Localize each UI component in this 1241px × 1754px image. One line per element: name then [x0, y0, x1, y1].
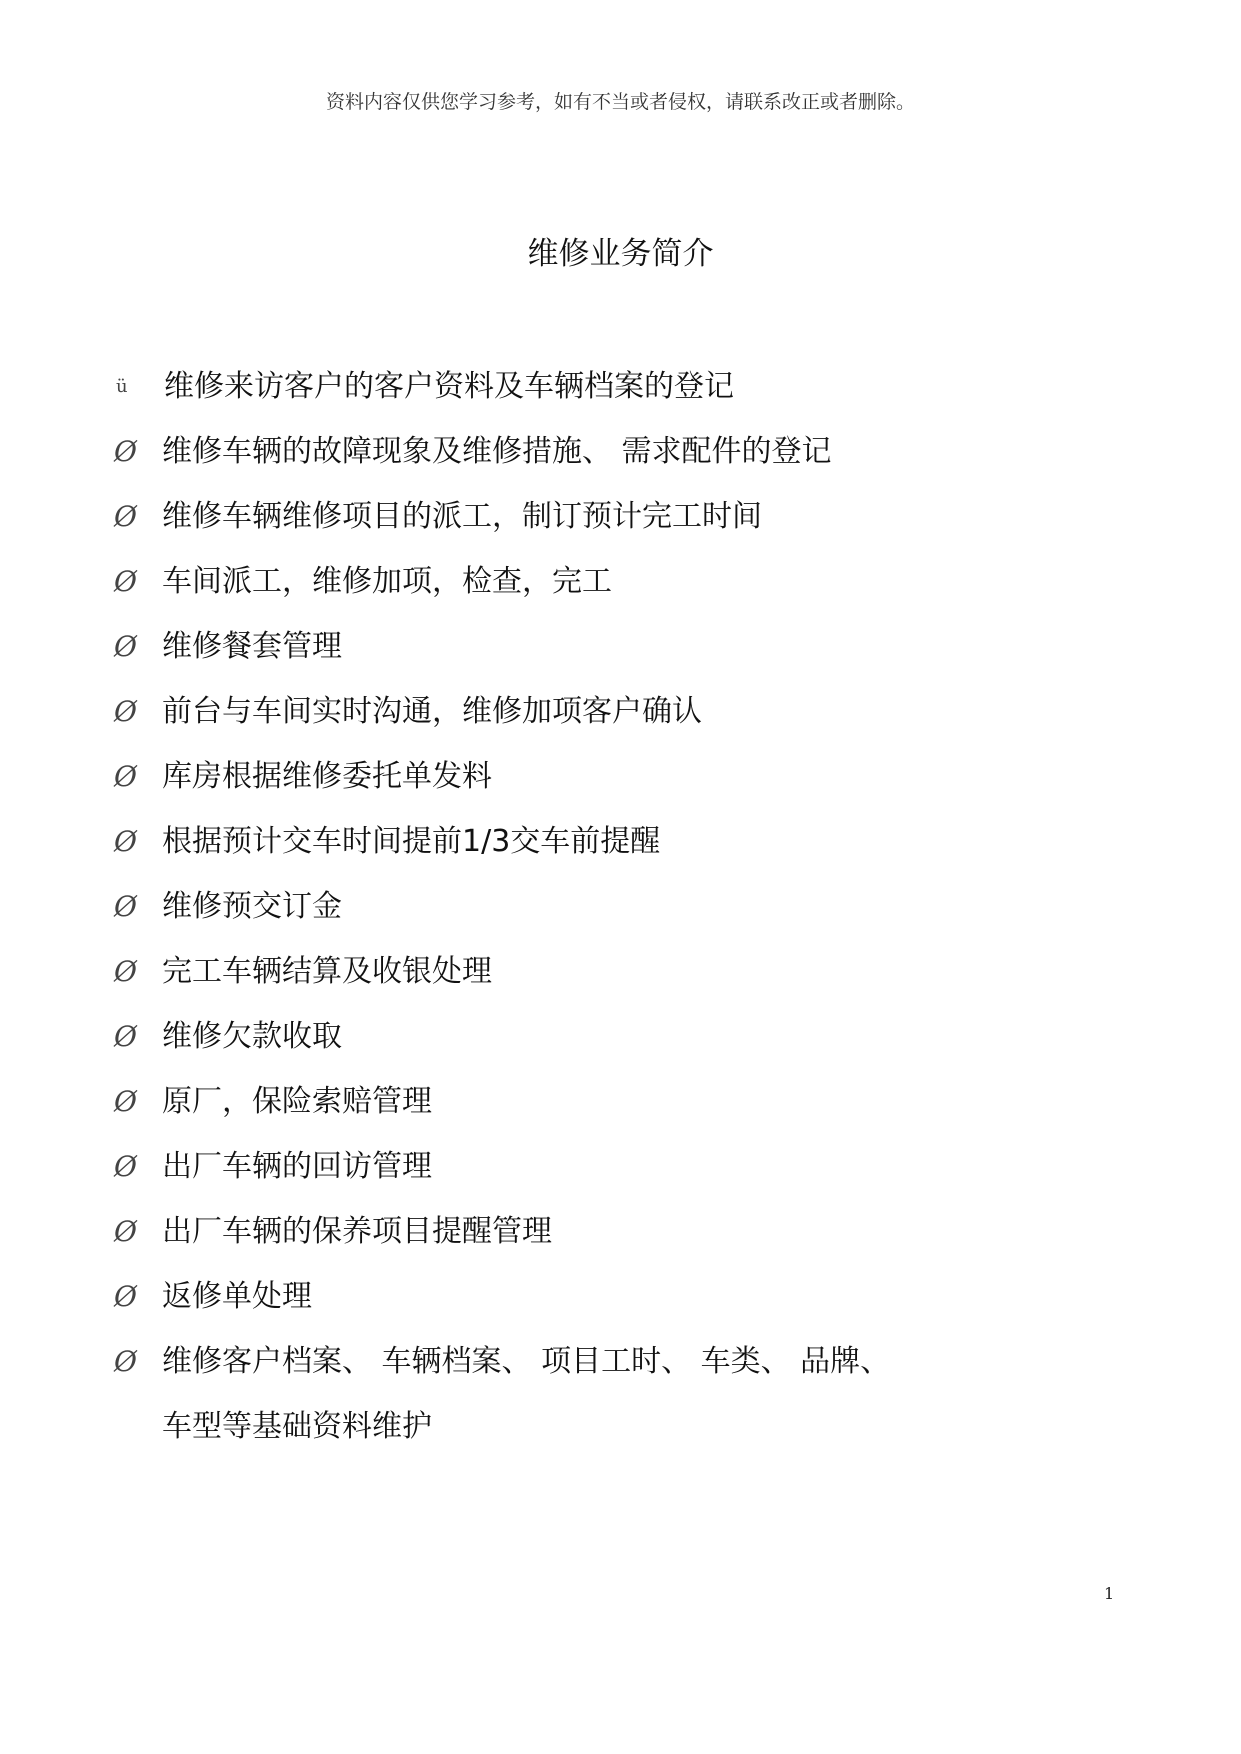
list-item [114, 1264, 1124, 1329]
list-item [114, 1069, 1124, 1134]
list-item-text: 维修预交订金 [162, 888, 342, 924]
list-item-text: 原厂，保险索赔管理 [162, 1083, 432, 1119]
header-disclaimer: 资料内容仅供您学习参考，如有不当或者侵权，请联系改正或者删除。 [325, 91, 915, 113]
list-item-text: 根据预计交车时间提前1/3交车前提醒 [162, 823, 661, 859]
arrow-bullet-icon: Ø [114, 1149, 137, 1183]
list-item-text: 维修客户档案、 车辆档案、 项目工时、 车类、 品牌、 [162, 1343, 891, 1379]
list-item [114, 809, 1124, 874]
arrow-bullet-icon: Ø [114, 694, 137, 728]
list-item [114, 1004, 1124, 1069]
list-item [114, 1329, 1124, 1394]
list-item [114, 744, 1124, 809]
arrow-bullet-icon: Ø [114, 759, 137, 793]
arrow-bullet-icon: Ø [114, 824, 137, 858]
list-item [114, 1199, 1124, 1264]
business-feature-list [114, 354, 1124, 1459]
arrow-bullet-icon: Ø [114, 1019, 137, 1053]
arrow-bullet-icon: Ø [114, 1214, 137, 1248]
list-item-text: 返修单处理 [162, 1278, 312, 1314]
arrow-bullet-icon: Ø [114, 499, 137, 533]
list-item-continuation-text: 车型等基础资料维护 [162, 1408, 432, 1444]
page-number: 1 [1104, 1584, 1115, 1603]
list-item-text: 出厂车辆的保养项目提醒管理 [162, 1213, 552, 1249]
list-item-text: 出厂车辆的回访管理 [162, 1148, 432, 1184]
list-item [114, 484, 1124, 549]
arrow-bullet-icon: Ø [114, 954, 137, 988]
arrow-bullet-icon: Ø [114, 1279, 137, 1313]
list-item-text: 前台与车间实时沟通，维修加项客户确认 [162, 693, 702, 729]
arrow-bullet-icon: Ø [114, 1084, 137, 1118]
list-item [114, 614, 1124, 679]
list-item-text: 维修来访客户的客户资料及车辆档案的登记 [164, 368, 734, 404]
arrow-bullet-icon: Ø [114, 434, 137, 468]
list-item-text: 维修欠款收取 [162, 1018, 342, 1054]
list-item [114, 549, 1124, 614]
document-title: 维修业务简介 [527, 236, 714, 272]
list-item [114, 419, 1124, 484]
list-item [114, 354, 1124, 419]
list-item-continuation [114, 1394, 1124, 1459]
arrow-bullet-icon: Ø [114, 1344, 137, 1378]
list-item-text: 完工车辆结算及收银处理 [162, 953, 492, 989]
list-item [114, 679, 1124, 744]
list-item-text: 维修餐套管理 [162, 628, 342, 664]
list-item-text: 库房根据维修委托单发料 [162, 758, 492, 794]
list-item [114, 874, 1124, 939]
list-item [114, 1134, 1124, 1199]
list-item-text: 维修车辆的故障现象及维修措施、 需求配件的登记 [162, 433, 832, 469]
checkmark-bullet-icon: ü [116, 375, 128, 397]
arrow-bullet-icon: Ø [114, 889, 137, 923]
arrow-bullet-icon: Ø [114, 564, 137, 598]
list-item [114, 939, 1124, 1004]
list-item-text: 维修车辆维修项目的派工，制订预计完工时间 [162, 498, 762, 534]
arrow-bullet-icon: Ø [114, 629, 137, 663]
list-item-text: 车间派工，维修加项，检查，完工 [162, 563, 612, 599]
